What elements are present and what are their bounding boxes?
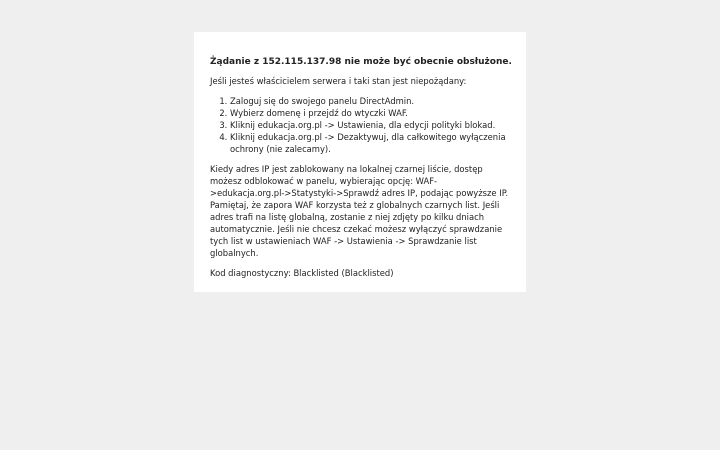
error-heading: Żądanie z 152.115.137.98 nie może być obecnie obsłużone. [210,57,512,67]
intro-text: Jeśli jesteś właścicielem serwera i taki stan jest niepożądany: [210,76,467,86]
step-item: 1. Zaloguj się do swojego panelu DirectAdmin. [230,95,510,107]
step-item: 3. Kliknij edukacja.org.pl -> Ustawienia, dla edycji polityki blokad. [230,119,510,131]
diagnostic-code: Kod diagnostyczny: Blacklisted (Blacklisted) [210,268,394,278]
step-item: 2. Wybierz domenę i przejdź do wtyczki WAF. [230,107,510,119]
steps-list [210,95,510,155]
explanation-text: Kiedy adres IP jest zablokowany na lokalnej czarnej liście, dostęp możesz odblokować w panelu, wybierając opcję: WAF->edukacja.org.pl->Statystyki->Sprawdź adres IP, podając powyższe IP. Pamiętaj, że zapora WAF korzysta też z globalnych czarnych list. Jeśli adres trafi na listę globalną, zostanie z niej zdjęty po kilku dniach automatycznie. Jeśli nie chcesz czekać możesz wyłączyć sprawdzanie tych list w ustawieniach WAF -> Ustawienia -> Sprawdzanie list globalnych. [210,164,509,258]
step-item: 4. Kliknij edukacja.org.pl -> Dezaktywuj, dla całkowitego wyłączenia ochrony (nie zalecamy). [230,131,510,155]
error-card [194,32,526,292]
